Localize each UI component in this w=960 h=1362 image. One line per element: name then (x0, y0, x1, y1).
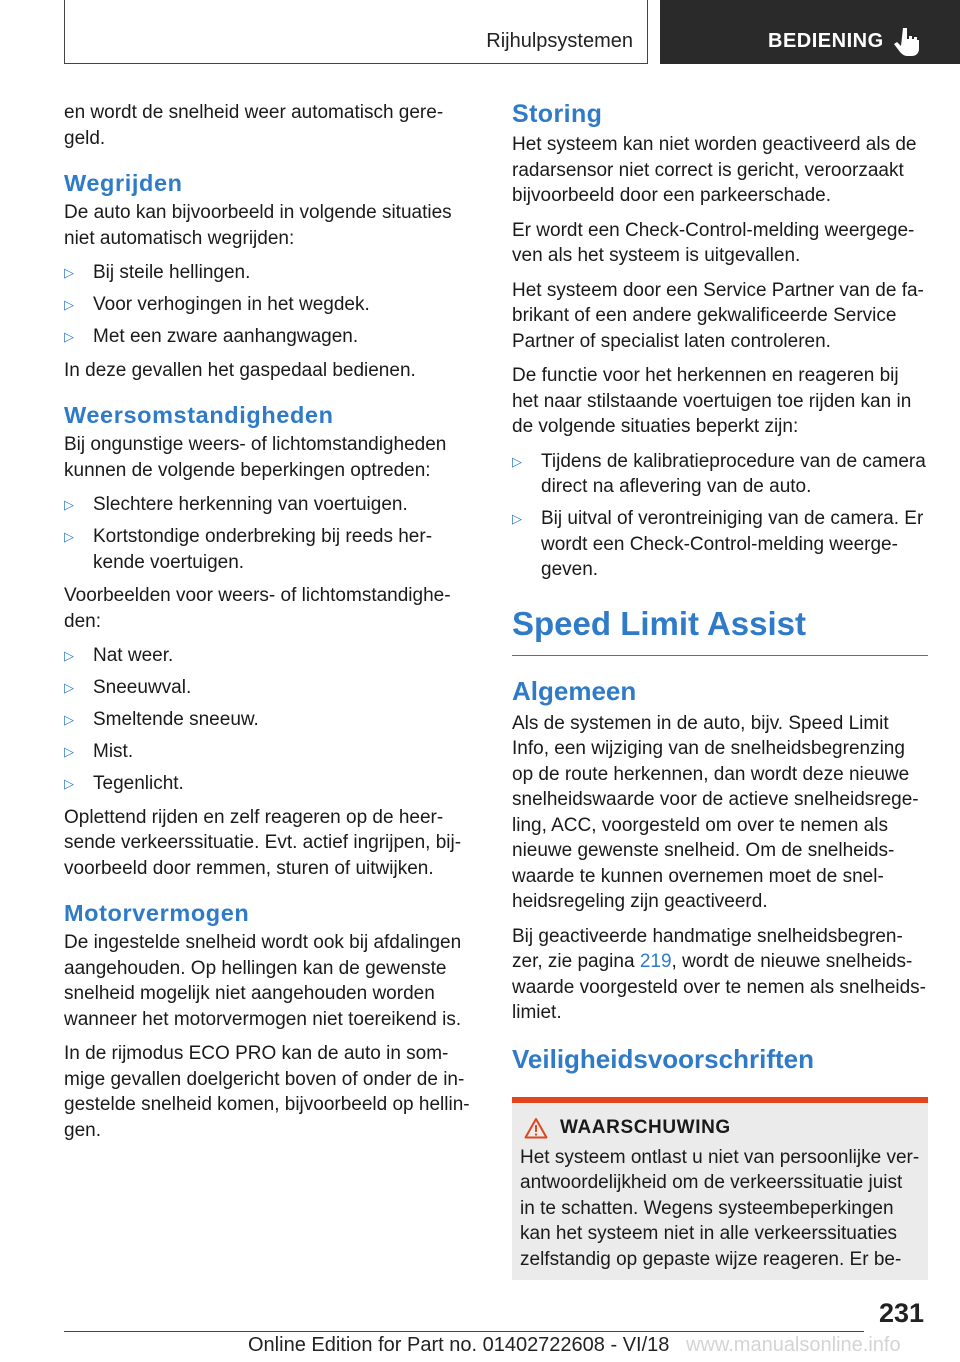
triangle-bullet-icon: ▷ (64, 680, 74, 695)
weer-after-text: Oplettend rijden en zelf reageren op de heer- sende verkeerssituatie. Evt. actief ingrijpen, bij- voorbeeld door remmen, sturen of uitwijken. (64, 806, 462, 879)
list-item: ▷ Bij uitval of verontreiniging van de camera. Er wordt een Check-Control-melding weerge- geven. (512, 508, 924, 580)
algemeen-text-1: Als de systemen in de auto, bijv. Speed Limit Info, een wijziging van de snelheidsbegrenzing op de route herkennen, dan wordt deze nieuwe snelheidswaarde voor de actieve snelheidsrege- ling, ACC, voorgesteld om over te nemen als nieuwe gewenste snelheid. Om de snelheids- waarde te kunnen overnemen moet de snel- heidsregeling zijn geactiveerd. (512, 712, 919, 912)
storing-list (512, 449, 928, 583)
wegrijden-text: De auto kan bijvoorbeeld in volgende situaties niet automatisch wegrijden: (64, 202, 452, 249)
heading-algemeen: Algemeen (512, 675, 637, 706)
heading-speed-limit-assist: Speed Limit Assist (512, 605, 928, 656)
header-chapter-title: BEDIENING (768, 30, 884, 52)
heading-storing: Storing (512, 100, 603, 128)
triangle-bullet-icon: ▷ (512, 453, 522, 469)
intro-text: en wordt de snelheid weer automatisch gere- geld. (64, 102, 444, 149)
page-number: 231 (878, 1298, 924, 1328)
motor-text-1: De ingestelde snelheid wordt ook bij afdalingen aangehouden. Op hellingen kan de gewenste snelheid mogelijk niet aangehouden worden wanneer het motorvermogen niet toereikend is. (64, 932, 462, 1030)
list-item: ▷ Smeltende sneeuw. (64, 707, 474, 733)
list-item: ▷ Slechtere herkenning van voertuigen. (64, 492, 474, 518)
storing-text-2: Er wordt een Check-Control-melding weergege- ven als het systeem is uitgevallen. (512, 219, 915, 266)
heading-weersomstandigheden: Weersomstandigheden (64, 402, 334, 428)
triangle-bullet-icon: ▷ (64, 744, 74, 759)
triangle-bullet-icon: ▷ (64, 712, 74, 727)
list-item: ▷ Mist. (64, 739, 474, 765)
list-item: ▷ Tegenlicht. (64, 771, 474, 797)
list-item: ▷ Tijdens de kalibratieprocedure van de camera direct na aflevering van de auto. (512, 450, 926, 497)
list-item: ▷ Sneeuwval. (64, 675, 474, 701)
triangle-bullet-icon: ▷ (64, 329, 74, 344)
weer-examples-text: Voorbeelden voor weers- of lichtomstandighe- den: (64, 585, 451, 632)
footer-divider (64, 1331, 864, 1332)
triangle-bullet-icon: ▷ (64, 529, 74, 544)
header-chapter-box (660, 0, 960, 64)
list-item: ▷ Kortstondige onderbreking bij reeds her- kende voertuigen. (64, 526, 433, 573)
list-item: ▷ Met een zware aanhangwagen. (64, 324, 474, 350)
storing-text-4: De functie voor het herkennen en reageren bij het naar stilstaande voertuigen toe rijden kan in de volgende situaties beperkt zijn: (512, 365, 912, 437)
heading-veiligheidsvoorschriften: Veiligheidsvoorschriften (512, 1043, 814, 1074)
triangle-bullet-icon: ▷ (64, 497, 74, 512)
storing-text-3: Het systeem door een Service Partner van de fa- brikant of een andere gekwalificeerde Service Partner of specialist laten controleren. (512, 279, 924, 352)
warning-text: Het systeem ontlast u niet van persoonlijke ver- antwoordelijkheid om de verkeerssituatie juist in te schatten. Wegens systeembeperkingen kan het systeem niet in alle verkeerssituaties zelfstandig op gepaste wijze reageren. Er be- (520, 1146, 920, 1270)
triangle-bullet-icon: ▷ (64, 265, 74, 280)
list-item: ▷ Nat weer. (64, 643, 474, 669)
triangle-bullet-icon: ▷ (64, 648, 74, 663)
triangle-bullet-icon: ▷ (512, 511, 522, 526)
storing-text-1: Het systeem kan niet worden geactiveerd als de radarsensor niet correct is gericht, veroorzaakt bijvoorbeeld door een parkeerschade. (512, 134, 917, 206)
hand-pointer-icon (894, 26, 922, 56)
motor-text-2: In de rijmodus ECO PRO kan de auto in som- mige gevallen doelgericht boven of onder de in- gestelde snelheid komen, bijvoorbeeld op hellin- gen. (64, 1043, 470, 1141)
heading-wegrijden: Wegrijden (64, 170, 183, 196)
list-item: ▷ Bij steile hellingen. (64, 260, 474, 286)
watermark: www.manualsonline.info (686, 1334, 901, 1356)
warning-title: WAARSCHUWING (560, 1116, 731, 1138)
edition-text: Online Edition for Part no. 01402722608 - VI/18 (248, 1334, 670, 1356)
wegrijden-after-text: In deze gevallen het gaspedaal bedienen. (64, 359, 416, 381)
list-item: ▷ Voor verhogingen in het wegdek. (64, 292, 474, 318)
weer-text: Bij ongunstige weers- of lichtomstandigheden kunnen de volgende beperkingen optreden: (64, 434, 447, 481)
left-column (64, 100, 474, 1152)
page-reference-link[interactable]: 219 (639, 951, 672, 972)
warning-box (512, 1097, 928, 1281)
heading-motorvermogen: Motorvermogen (64, 900, 250, 926)
warning-triangle-icon (524, 1117, 548, 1139)
wegrijden-list (64, 260, 474, 350)
algemeen-text-2: Bij geactiveerde handmatige snelheidsbegren- zer, zie pagina 219, wordt de nieuwe snelheids- waarde voorgesteld over te nemen als snelheids- limiet. (512, 925, 927, 1023)
triangle-bullet-icon: ▷ (64, 297, 74, 312)
right-column (512, 100, 928, 1280)
header-section-box (64, 0, 648, 64)
weer-list (64, 492, 474, 575)
weer-examples-list (64, 643, 474, 797)
triangle-bullet-icon: ▷ (64, 776, 74, 791)
header-section-title: Rijhulpsystemen (486, 30, 633, 52)
